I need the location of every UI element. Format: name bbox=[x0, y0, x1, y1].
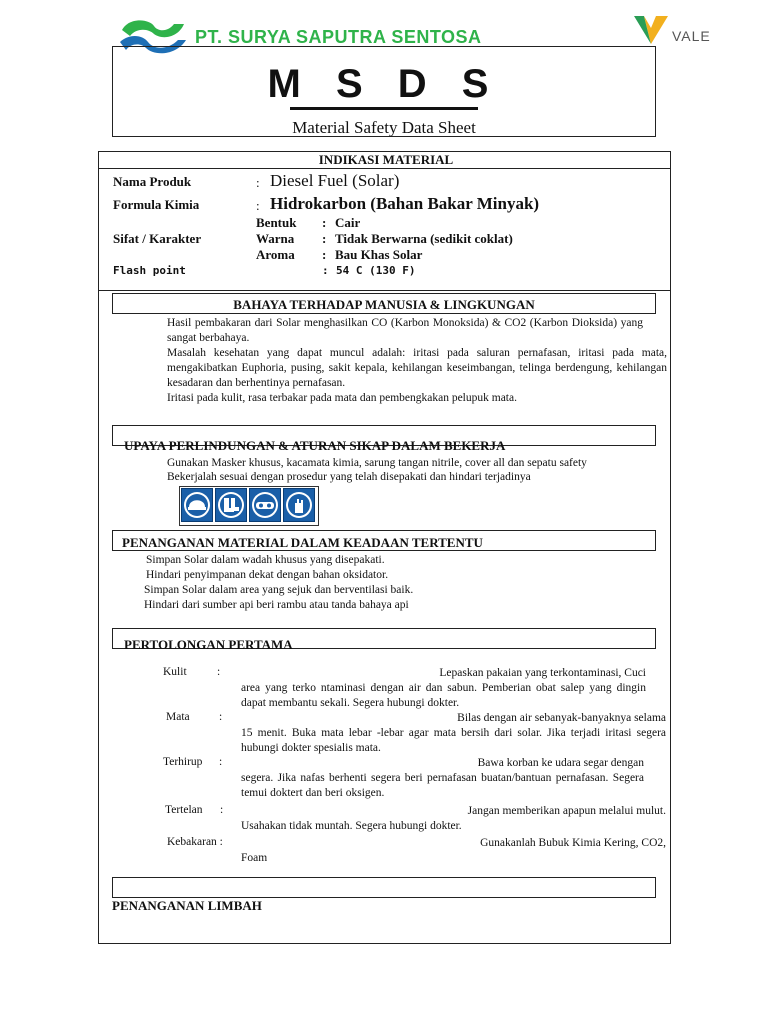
vale-logo-text: VALE bbox=[672, 28, 711, 44]
indikasi-heading: INDIKASI MATERIAL bbox=[318, 152, 454, 167]
penanganan-line-1: Simpan Solar dalam wadah khusus yang disepakati. bbox=[146, 554, 385, 566]
flash-point-label: Flash point bbox=[113, 264, 186, 277]
bahaya-paragraph-3: Iritasi pada kulit, rasa terbakar pada mata dan pembengkakan pelupuk mata. bbox=[167, 392, 517, 404]
bentuk-value: Cair bbox=[335, 215, 361, 230]
colon: : bbox=[322, 264, 329, 277]
colon: : bbox=[256, 198, 260, 213]
colon: : bbox=[217, 666, 221, 678]
colon: : bbox=[219, 711, 223, 723]
first-aid-label-mata: Mata bbox=[166, 711, 190, 723]
nama-produk-value: Diesel Fuel (Solar) bbox=[270, 171, 400, 190]
penanganan-line-4: Hindari dari sumber api beri rambu atau tanda bahaya api bbox=[144, 599, 409, 611]
warna-label: Warna bbox=[256, 231, 295, 246]
warna-value: Tidak Berwarna (sedikit coklat) bbox=[335, 231, 513, 246]
limbah-heading-box bbox=[112, 877, 656, 898]
upaya-line-1: Gunakan Masker khusus, kacamata kimia, sarung tangan nitrile, cover all dan sepatu safety bbox=[167, 457, 587, 469]
bahaya-paragraph-1: Hasil pembakaran dari Solar menghasilkan CO (Karbon Monoksida) & CO2 (Karbon Dioksida) yang sangat berbahaya. bbox=[167, 317, 643, 344]
nama-produk-label: Nama Produk bbox=[113, 174, 192, 189]
first-aid-tertelan-first: Jangan memberikan apapun melalui mulut. bbox=[467, 805, 666, 817]
first-aid-kebakaran-first: Gunakanlah Bubuk Kimia Kering, CO2, bbox=[480, 837, 666, 849]
upaya-heading: UPAYA PERLINDUNGAN & ATURAN SIKAP DALAM BEKERJA bbox=[124, 438, 506, 453]
helmet-icon bbox=[181, 488, 213, 522]
limbah-heading: PENANGANAN LIMBAH bbox=[112, 898, 262, 913]
first-aid-terhirup-rest: segera. Jika nafas berhenti segera beri pernafasan buatan/bantuan pernafasan. Segera temui doktert dan beri oksigen. bbox=[241, 772, 644, 799]
formula-kimia-value: Hidrokarbon (Bahan Bakar Minyak) bbox=[270, 194, 540, 213]
penanganan-line-2: Hindari penyimpanan dekat dengan bahan oksidator. bbox=[146, 569, 389, 581]
section-divider bbox=[98, 290, 671, 291]
first-aid-kulit-rest: area yang terko ntaminasi dengan air dan sabun. Pemberian obat salep yang dingin dapat membantu sekali. Segera hubungi dokter. bbox=[241, 682, 646, 709]
colon: : bbox=[322, 231, 327, 246]
colon: : bbox=[256, 175, 260, 190]
goggles-icon bbox=[249, 488, 281, 522]
pertolongan-heading: PERTOLONGAN PERTAMA bbox=[124, 637, 293, 652]
safety-boots-icon bbox=[215, 488, 247, 522]
company-name: PT. SURYA SAPUTRA SENTOSA bbox=[195, 27, 482, 47]
colon: : bbox=[322, 215, 327, 230]
gloves-icon bbox=[283, 488, 315, 522]
penanganan-heading: PENANGANAN MATERIAL DALAM KEADAAN TERTENTU bbox=[122, 535, 483, 550]
colon: : bbox=[219, 756, 223, 768]
bahaya-paragraph-2: Masalah kesehatan yang dapat muncul adalah: iritasi pada saluran pernafasan, iritasi pada mata, mengakibatkan Euphoria, pusing, sakit kepala, kehilangan keseimbangan, telinga berdengung, kehilangan kesadaran dan berhentinya pernafasan. bbox=[167, 347, 667, 389]
first-aid-label-kulit: Kulit bbox=[163, 666, 187, 678]
penanganan-line-3: Simpan Solar dalam area yang sejuk dan berventilasi baik. bbox=[144, 584, 414, 596]
flash-point-value: 54 C (130 F) bbox=[336, 264, 416, 277]
title-underline bbox=[290, 107, 478, 110]
upaya-line-2: Bekerjalah sesuai dengan prosedur yang telah disepakati dan hindari terjadinya bbox=[167, 471, 531, 483]
first-aid-tertelan-rest: Usahakan tidak muntah. Segera hubungi dokter. bbox=[241, 820, 462, 832]
bentuk-label: Bentuk bbox=[256, 215, 297, 230]
page-subtitle: Material Safety Data Sheet bbox=[292, 118, 476, 137]
vale-logo-icon bbox=[632, 14, 670, 46]
first-aid-mata-first: Bilas dengan air sebanyak-banyaknya selama bbox=[457, 712, 666, 724]
colon: : bbox=[220, 804, 224, 816]
page-title: M S D S bbox=[267, 62, 501, 106]
bahaya-heading: BAHAYA TERHADAP MANUSIA & LINGKUNGAN bbox=[233, 297, 535, 312]
first-aid-label-kebakaran: Kebakaran : bbox=[167, 836, 223, 848]
sifat-karakter-label: Sifat / Karakter bbox=[113, 231, 202, 246]
colon: : bbox=[322, 247, 327, 262]
first-aid-label-tertelan: Tertelan bbox=[165, 804, 203, 816]
first-aid-terhirup-first: Bawa korban ke udara segar dengan bbox=[477, 757, 644, 769]
first-aid-label-terhirup: Terhirup bbox=[163, 756, 203, 768]
aroma-value: Bau Khas Solar bbox=[335, 247, 423, 262]
first-aid-mata-rest: 15 menit. Buka mata lebar -lebar agar mata bersih dari solar. Jika terjadi iritasi segera hubungi dokter spesialis mata. bbox=[241, 727, 666, 754]
first-aid-kebakaran-rest: Foam bbox=[241, 852, 268, 864]
first-aid-kulit-first: Lepaskan pakaian yang terkontaminasi, Cuci bbox=[439, 667, 646, 679]
aroma-label: Aroma bbox=[256, 247, 295, 262]
formula-kimia-label: Formula Kimia bbox=[113, 197, 200, 212]
